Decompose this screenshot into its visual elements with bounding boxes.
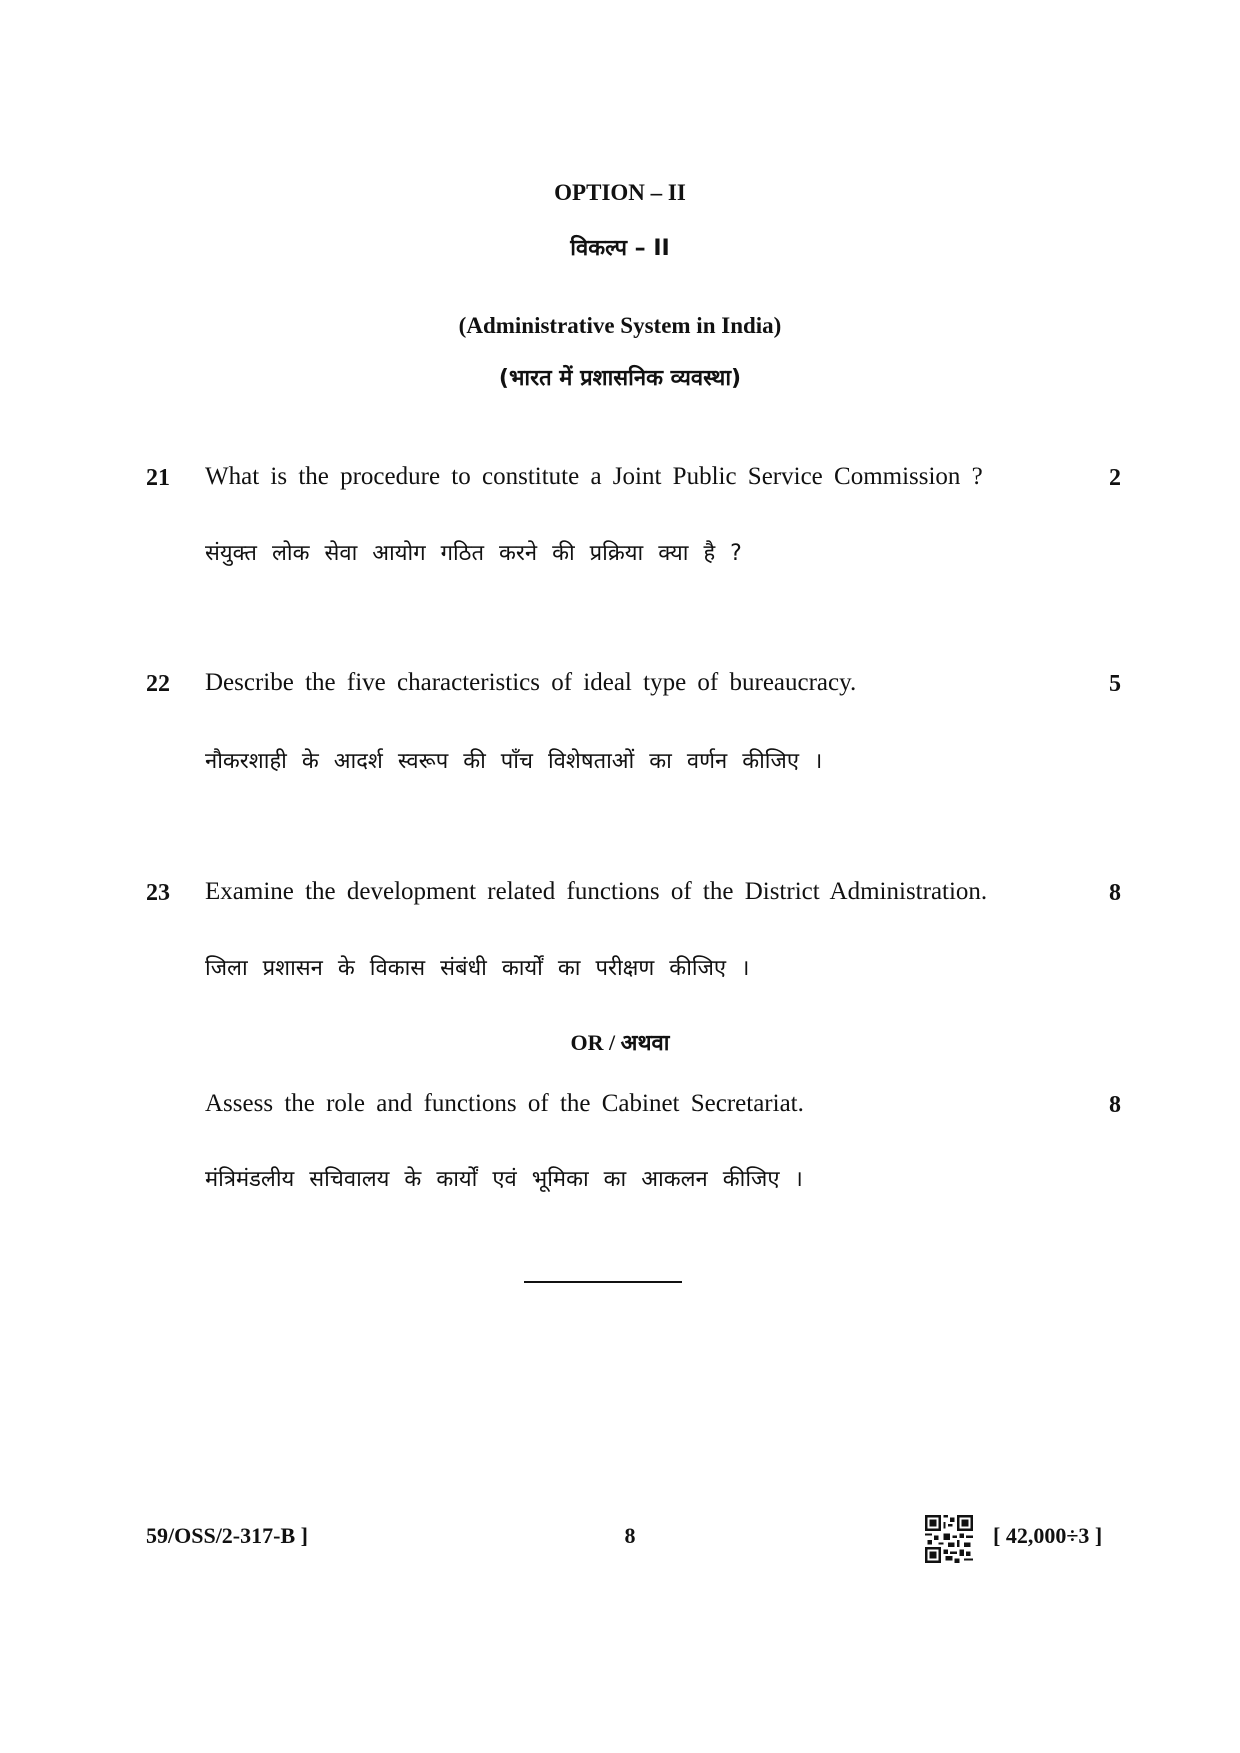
question-text-hi: जिला प्रशासन के विकास संबंधी कार्यों का परीक्षण कीजिए ।: [205, 956, 750, 981]
question-number: 21: [146, 465, 170, 491]
alt-question-text-hi: मंत्रिमंडलीय सचिवालय के कार्यों एवं भूमिका का आकलन कीजिए ।: [205, 1167, 803, 1192]
alt-question-text-en: Assess the role and functions of the Cabinet Secretariat.: [205, 1090, 804, 1117]
question-marks: 2: [1109, 465, 1121, 491]
subject-title-hi: (भारत में प्रशासनिक व्यवस्था): [498, 366, 742, 391]
page-number: 8: [624, 1523, 636, 1548]
option-heading-hi: विकल्प – II: [570, 236, 670, 261]
question-text-hi: नौकरशाही के आदर्श स्वरूप की पाँच विशेषताओं का वर्णन कीजिए ।: [205, 749, 823, 774]
subject-title-en: (Administrative System in India): [458, 313, 782, 338]
question-text-hi: संयुक्त लोक सेवा आयोग गठित करने की प्रक्रिया क्या है ?: [205, 541, 742, 566]
question-text-en: Describe the five characteristics of ideal type of bureaucracy.: [205, 669, 857, 696]
question-marks: 5: [1109, 671, 1121, 697]
question-marks: 8: [1109, 880, 1121, 906]
alt-question-marks: 8: [1109, 1092, 1121, 1118]
question-text-en: What is the procedure to constitute a Joint Public Service Commission ?: [205, 463, 983, 490]
question-number: 23: [146, 880, 170, 906]
option-heading-en: OPTION – II: [554, 180, 686, 205]
or-separator: OR / अथवा: [570, 1030, 670, 1055]
print-count: [ 42,000÷3 ]: [993, 1523, 1103, 1548]
end-rule: [524, 1281, 682, 1283]
question-text-en: Examine the development related functions of the District Administration.: [205, 878, 988, 905]
paper-code: 59/OSS/2-317-B ]: [146, 1523, 308, 1548]
qr-code-icon: [925, 1515, 973, 1563]
question-number: 22: [146, 671, 170, 697]
